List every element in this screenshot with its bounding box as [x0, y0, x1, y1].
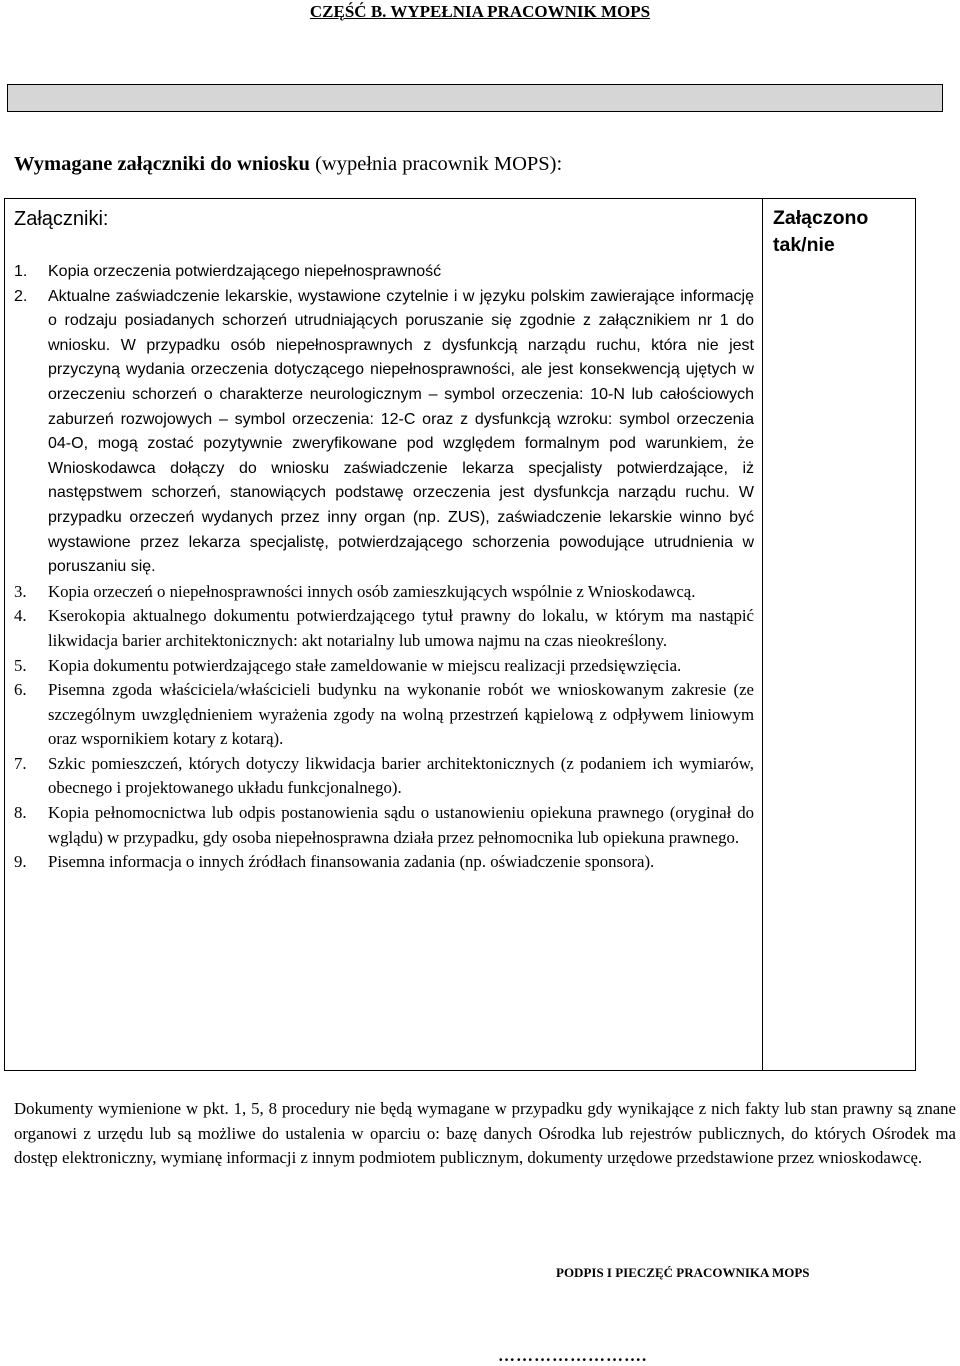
attached-column-header [773, 205, 868, 259]
required-title-rest: (wypełnia pracownik MOPS): [309, 153, 563, 175]
list-item-text: Pisemna zgoda właściciela/właścicieli budynku na wykonanie robót we wnioskowanym zakresie (ze szczególnym uwzględnieniem wyrażenia zgody na wolną przestrzeń kąpielową z odpływem liniowym oraz wspornikiem kotary z kotarą). [48, 680, 754, 749]
signature-line: ……………………. [498, 1346, 648, 1365]
attachments-list [14, 260, 754, 875]
list-item-number: 2. [14, 287, 28, 305]
list-item-number: 1. [14, 263, 28, 280]
list-item [14, 752, 754, 801]
list-item-text: Aktualne zaświadczenie lekarskie, wystawione czytelnie i w języku polskim zawierające informację o rodzaju posiadanych schorzeń utrudniających poruszanie się zgodnie z załącznikiem nr 1 do wniosku. W przypadku osób niepełnosprawnych z dysfunkcją narządu ruchu, która nie jest przyczyną wydania orzeczenia dotyczącego niepełnosprawności, ale jest konsekwencją ujętych w orzeczeniu schorzeń o charakterze neurologicznym – symbol orzeczenia: 10-N lub całościowych zaburzeń rozwojowych – symbol orzeczenia: 12-C oraz z dysfunkcją wzroku: symbol orzeczenia 04-O, mogą zostać pozytywnie zweryfikowane pod względem formalnym pod warunkiem, że Wnioskodawca dołączy do wniosku zaświadczenie lekarza specjalisty potwierdzające, iż następstwem schorzeń, stanowiących podstawę orzeczenia jest dysfunkcja narządu ruchu. W przypadku orzeczeń wydanych przez inny organ (np. ZUS), zaświadczenie lekarskie winno być wystawione przez lekarza specjalistę, potwierdzającego schorzenia powodujące utrudnienia w poruszaniu się. [48, 287, 754, 576]
list-item-number: 4. [14, 606, 27, 626]
list-item [14, 580, 754, 605]
list-item-number: 5. [14, 655, 27, 675]
list-item-number: 6. [14, 680, 27, 700]
list-item [14, 654, 754, 679]
list-item-number: 8. [14, 803, 27, 823]
list-item-number: 9. [14, 852, 27, 872]
column-header-line1: Załączono [773, 207, 869, 229]
column-divider [762, 198, 763, 1071]
list-item [14, 678, 754, 752]
list-item [14, 850, 754, 875]
signature-label: PODPIS I PIECZĘĆ PRACOWNIKA MOPS [556, 1265, 810, 1280]
required-attachments-title [14, 153, 562, 176]
list-item-number: 7. [14, 753, 27, 773]
grey-input-bar[interactable] [7, 84, 943, 112]
list-item-text: Kopia dokumentu potwierdzającego stałe zameldowanie w miejscu realizacji przedsięwzięcia. [48, 655, 682, 675]
list-item-text: Szkic pomieszczeń, których dotyczy likwidacja barier architektonicznych (z podaniem ich wymiarów, obecnego i projektowanego układu funkcjonalnego). [48, 753, 754, 798]
list-item-text: Kopia orzeczenia potwierdzającego niepełnosprawność [48, 263, 442, 280]
required-title-bold: Wymagane załączniki do wniosku [14, 153, 310, 175]
attachments-label: Załączniki: [14, 208, 109, 230]
list-item [14, 801, 754, 850]
list-item [14, 604, 754, 653]
list-item-text: Kopia pełnomocnictwa lub odpis postanowienia sądu o ustanowieniu opiekuna prawnego (oryginał do wglądu) w przypadku, gdy osoba niepełnosprawna działa przez pełnomocnika lub opiekuna prawnego. [48, 803, 754, 847]
list-item-text: Pisemna informacja o innych źródłach finansowania zadania (np. oświadczenie sponsora). [48, 852, 655, 872]
footer-note: Dokumenty wymienione w pkt. 1, 5, 8 procedury nie będą wymagane w przypadku gdy wynikające z nich fakty lub stan prawny są znane organowi z urzędu lub są możliwe do ustalenia w oparciu o: bazę danych Ośrodka lub rejestrów publicznych, do których Ośrodek ma dostęp elektroniczny, wymianę informacji z innym podmiotem publicznym, dokumenty urzędowe przedstawione przez wnioskodawcę. [14, 1099, 956, 1168]
list-item-text: Kopia orzeczeń o niepełnosprawności innych osób zamieszkujących wspólnie z Wnioskodawcą. [48, 581, 696, 601]
section-heading: CZĘŚĆ B. WYPEŁNIA PRACOWNIK MOPS [309, 2, 651, 21]
list-item-text: Kserokopia aktualnego dokumentu potwierdzającego tytuł prawny do lokalu, w którym ma nastąpić likwidacja barier architektonicznych: akt notarialny lub umowa najmu na czas nieokreślony. [48, 606, 754, 650]
list-item [14, 285, 754, 580]
column-header-line2: tak/nie [773, 234, 835, 256]
list-item [14, 260, 754, 285]
list-item-number: 3. [14, 581, 27, 601]
